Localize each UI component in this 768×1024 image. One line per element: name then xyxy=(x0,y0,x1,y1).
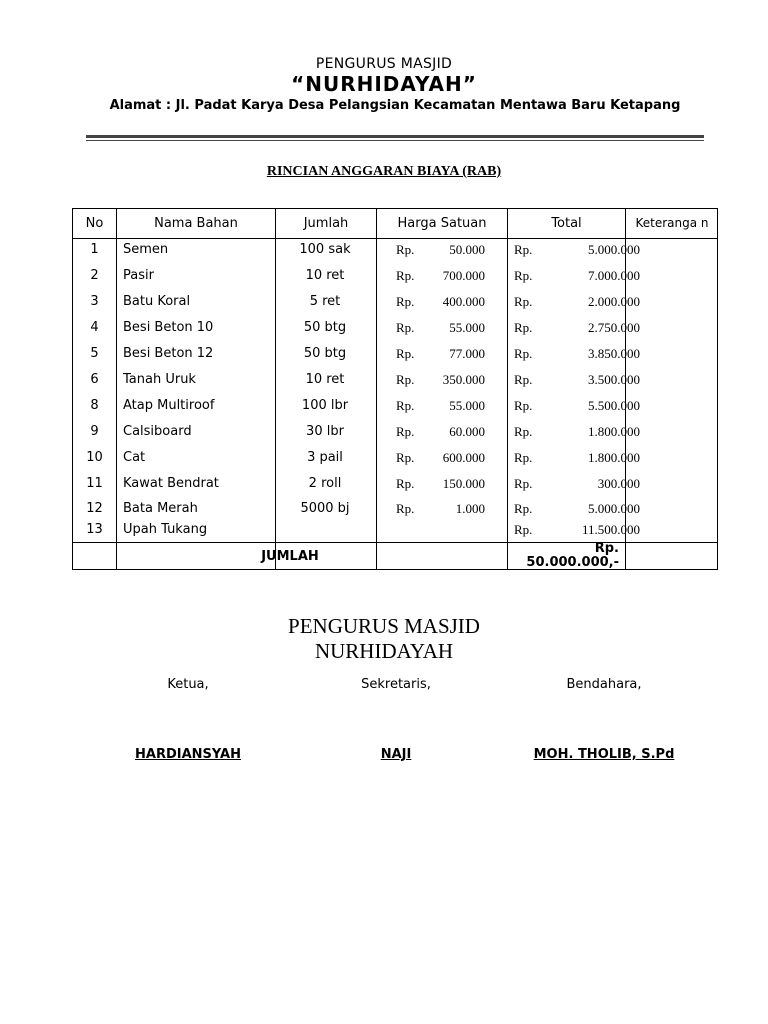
row-total: 5.500.000 xyxy=(588,398,640,413)
row-total-currency: Rp. xyxy=(514,450,533,465)
row-total: 11.500.000 xyxy=(581,522,640,537)
row-total-currency: Rp. xyxy=(514,424,533,439)
role-sekretaris: Sekretaris, xyxy=(361,677,431,692)
header-keterangan: Keteranga n xyxy=(635,216,709,230)
name-bendahara: MOH. THOLIB, S.Pd xyxy=(533,747,675,762)
row-total: 1.800.000 xyxy=(588,450,640,465)
row-harga-satuan: 55.000 xyxy=(449,398,485,413)
row-nama-bahan: Pasir xyxy=(123,268,154,283)
row-jumlah: 50 btg xyxy=(303,320,347,335)
org-line: PENGURUS MASJID xyxy=(315,56,453,72)
row-no: 5 xyxy=(90,346,99,361)
row-total-currency: Rp. xyxy=(514,522,533,537)
jumlah-amount: 50.000.000,- xyxy=(526,555,619,570)
row-jumlah: 100 sak xyxy=(299,242,351,257)
row-harga-currency: Rp. xyxy=(396,424,415,439)
row-nama-bahan: Upah Tukang xyxy=(123,522,208,537)
row-no: 8 xyxy=(90,398,99,413)
table-row xyxy=(73,242,719,262)
row-harga-currency: Rp. xyxy=(396,242,415,257)
org-name: “NURHIDAYAH” xyxy=(291,72,477,96)
row-harga-satuan: 350.000 xyxy=(442,372,485,387)
name-ketua: HARDIANSYAH xyxy=(135,747,241,762)
row-total-currency: Rp. xyxy=(514,346,533,361)
row-nama-bahan: Kawat Bendrat xyxy=(123,476,219,491)
header-harga-satuan: Harga Satuan xyxy=(397,216,487,231)
row-harga-satuan: 55.000 xyxy=(449,320,485,335)
row-jumlah: 5000 bj xyxy=(300,501,350,516)
row-harga-currency: Rp. xyxy=(396,346,415,361)
header-rule-thick xyxy=(86,135,704,138)
row-total-currency: Rp. xyxy=(514,501,533,516)
table-row xyxy=(73,476,719,496)
row-jumlah: 3 pail xyxy=(307,450,343,465)
table-row xyxy=(73,450,719,470)
row-no: 6 xyxy=(90,372,99,387)
document-title: RINCIAN ANGGARAN BIAYA (RAB) xyxy=(266,164,502,179)
header-rule-thin xyxy=(86,140,704,141)
row-harga-satuan: 400.000 xyxy=(442,294,485,309)
row-harga-currency: Rp. xyxy=(396,372,415,387)
row-no: 11 xyxy=(86,476,103,491)
row-harga-currency: Rp. xyxy=(396,294,415,309)
row-total-currency: Rp. xyxy=(514,268,533,283)
row-no: 12 xyxy=(86,501,103,516)
row-total-currency: Rp. xyxy=(514,320,533,335)
row-nama-bahan: Atap Multiroof xyxy=(123,398,215,413)
header-no: No xyxy=(85,216,104,231)
table-row xyxy=(73,522,719,542)
row-harga-currency: Rp. xyxy=(396,268,415,283)
row-total: 2.750.000 xyxy=(588,320,640,335)
row-harga-currency: Rp. xyxy=(396,320,415,335)
row-no: 13 xyxy=(86,522,103,537)
row-nama-bahan: Tanah Uruk xyxy=(123,372,196,387)
row-harga-currency: Rp. xyxy=(396,476,415,491)
row-nama-bahan: Bata Merah xyxy=(123,501,198,516)
row-jumlah: 10 ret xyxy=(305,268,345,283)
total-divider xyxy=(73,542,717,543)
row-no: 2 xyxy=(90,268,99,283)
row-nama-bahan: Calsiboard xyxy=(123,424,192,439)
row-total-currency: Rp. xyxy=(514,398,533,413)
row-harga-satuan: 1.000 xyxy=(455,501,485,516)
header-nama-bahan: Nama Bahan xyxy=(154,216,238,231)
row-total: 3.850.000 xyxy=(588,346,640,361)
row-harga-satuan: 60.000 xyxy=(449,424,485,439)
table-row xyxy=(73,268,719,288)
row-harga-satuan: 600.000 xyxy=(442,450,485,465)
table-row xyxy=(73,320,719,340)
table-row xyxy=(73,398,719,418)
row-harga-currency: Rp. xyxy=(396,501,415,516)
jumlah-rp: Rp. xyxy=(594,541,619,556)
jumlah-label: JUMLAH xyxy=(261,549,319,564)
row-no: 9 xyxy=(90,424,99,439)
header-total: Total xyxy=(551,216,582,231)
row-total: 2.000.000 xyxy=(588,294,640,309)
row-jumlah: 50 btg xyxy=(303,346,347,361)
budget-table xyxy=(72,208,718,570)
signature-title-line2: NURHIDAYAH xyxy=(314,639,454,663)
row-nama-bahan: Besi Beton 12 xyxy=(123,346,214,361)
row-jumlah: 2 roll xyxy=(308,476,342,491)
row-no: 10 xyxy=(86,450,103,465)
row-total: 1.800.000 xyxy=(588,424,640,439)
row-total-currency: Rp. xyxy=(514,476,533,491)
table-row xyxy=(73,294,719,314)
row-no: 4 xyxy=(90,320,99,335)
row-jumlah: 10 ret xyxy=(305,372,345,387)
table-row xyxy=(73,372,719,392)
signature-title-line1: PENGURUS MASJID xyxy=(288,614,480,638)
row-harga-satuan: 700.000 xyxy=(442,268,485,283)
row-total: 5.000.000 xyxy=(588,501,640,516)
row-no: 3 xyxy=(90,294,99,309)
name-sekretaris: NAJI xyxy=(380,747,412,762)
table-row xyxy=(73,501,719,521)
row-harga-satuan: 77.000 xyxy=(449,346,485,361)
row-harga-currency: Rp. xyxy=(396,450,415,465)
row-nama-bahan: Besi Beton 10 xyxy=(123,320,214,335)
role-bendahara: Bendahara, xyxy=(566,677,642,692)
row-nama-bahan: Batu Koral xyxy=(123,294,191,309)
row-total: 7.000.000 xyxy=(588,268,640,283)
row-total: 5.000.000 xyxy=(588,242,640,257)
table-row xyxy=(73,346,719,366)
row-total-currency: Rp. xyxy=(514,242,533,257)
row-total: 300.000 xyxy=(597,476,640,491)
row-harga-satuan: 50.000 xyxy=(449,242,485,257)
row-harga-satuan: 150.000 xyxy=(442,476,485,491)
row-jumlah: 100 lbr xyxy=(301,398,349,413)
row-total-currency: Rp. xyxy=(514,294,533,309)
row-total: 3.500.000 xyxy=(588,372,640,387)
row-harga-currency: Rp. xyxy=(396,398,415,413)
table-row xyxy=(73,424,719,444)
row-nama-bahan: Cat xyxy=(123,450,146,465)
row-no: 1 xyxy=(90,242,99,257)
row-jumlah: 30 lbr xyxy=(306,424,344,439)
header-divider xyxy=(73,238,717,239)
address: Alamat : Jl. Padat Karya Desa Pelangsian Kecamatan Mentawa Baru Ketapang xyxy=(109,98,681,113)
row-total-currency: Rp. xyxy=(514,372,533,387)
jumlah-value xyxy=(509,542,619,570)
row-jumlah: 5 ret xyxy=(309,294,341,309)
row-nama-bahan: Semen xyxy=(123,242,169,257)
role-ketua: Ketua, xyxy=(167,677,209,692)
signature-title xyxy=(0,614,768,664)
header-jumlah: Jumlah xyxy=(303,216,349,231)
